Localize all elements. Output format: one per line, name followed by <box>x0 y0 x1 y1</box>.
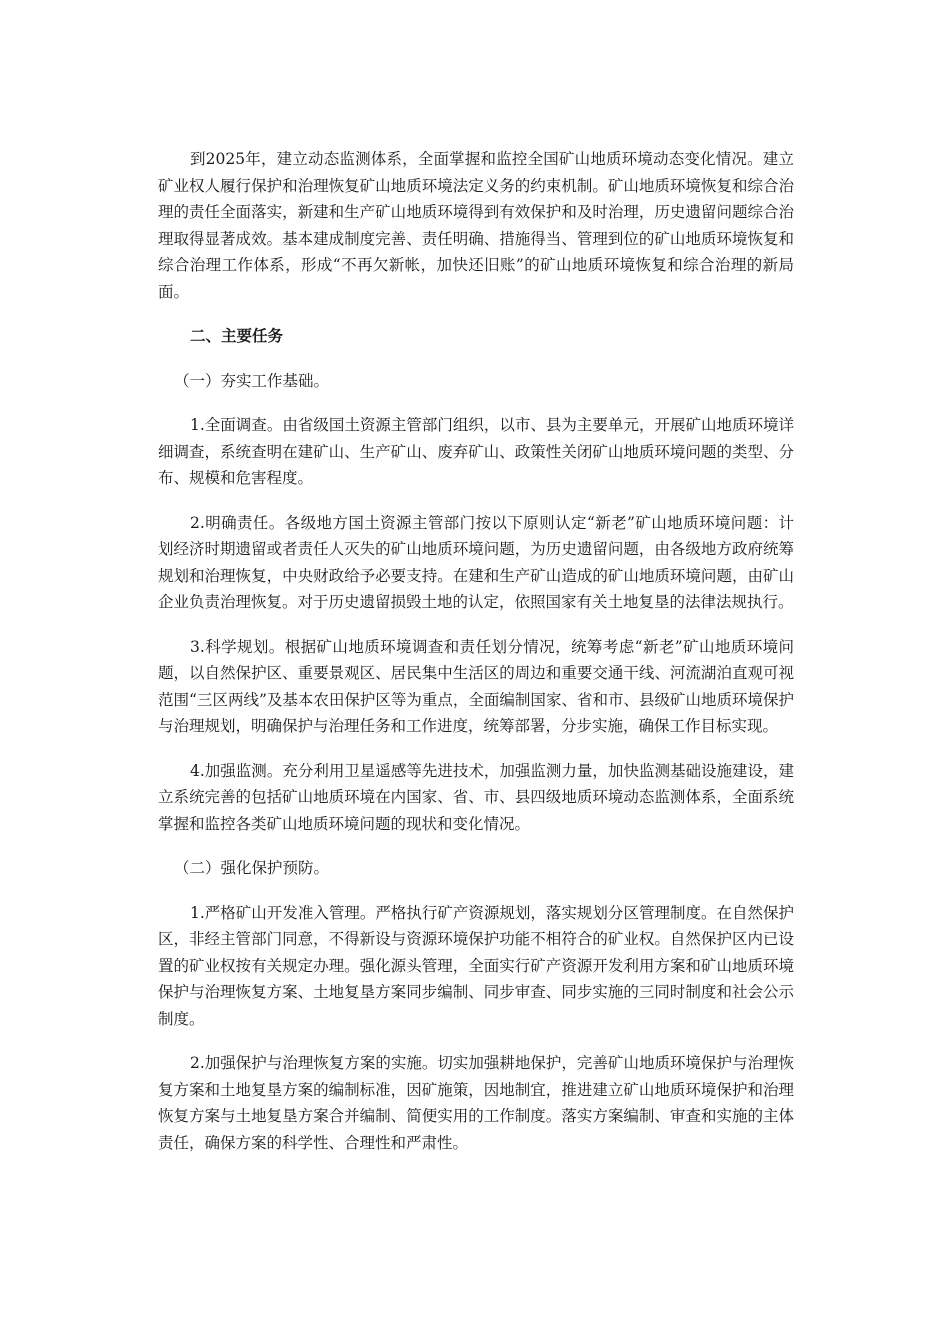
task-paragraph-1-1: 1.全面调查。由省级国土资源主管部门组织，以市、县为主要单元，开展矿山地质环境详细调查，系统查明在建矿山、生产矿山、废弃矿山、政策性关闭矿山地质环境问题的类型、分布、规模和危害程度。 <box>158 416 794 487</box>
section-heading: 二、主要任务 <box>190 327 284 345</box>
task-paragraph-2-2: 2.加强保护与治理恢复方案的实施。切实加强耕地保护，完善矿山地质环境保护与治理恢复方案和土地复垦方案的编制标准，因矿施策，因地制宜，推进建立矿山地质环境保护和治理恢复方案与土地复垦方案合并编制、简便实用的工作制度。落实方案编制、审查和实施的主体责任，确保方案的科学性、合理性和严肃性。 <box>158 1054 794 1152</box>
subsection-heading-1: （一）夯实工作基础。 <box>174 371 330 390</box>
task-paragraph-1-3: 3.科学规划。根据矿山地质环境调查和责任划分情况，统筹考虑“新老”矿山地质环境问题，以自然保护区、重要景观区、居民集中生活区的周边和重要交通干线、河流湖泊直观可视范围“三区两线”及基本农田保护区等为重点，全面编制国家、省和市、县级矿山地质环境保护与治理规划，明确保护与治理任务和工作进度，统筹部署，分步实施，确保工作目标实现。 <box>158 637 794 735</box>
document-body <box>158 146 794 1174</box>
task-paragraph-1-4: 4.加强监测。充分利用卫星遥感等先进技术，加强监测力量，加快监测基础设施建设，建立系统完善的包括矿山地质环境在内国家、省、市、县四级地质环境动态监测体系，全面系统掌握和监控各类矿山地质环境问题的现状和变化情况。 <box>158 761 794 833</box>
subsection-heading-2: （二）强化保护预防。 <box>174 859 330 877</box>
task-paragraph-1-2: 2.明确责任。各级地方国土资源主管部门按以下原则认定“新老”矿山地质环境问题：计划经济时期遗留或者责任人灭失的矿山地质环境问题，为历史遗留问题，由各级地方政府统筹规划和治理恢复，中央财政给予必要支持。在建和生产矿山造成的矿山地质环境问题，由矿山企业负责治理恢复。对于历史遗留损毁土地的认定，依照国家有关土地复垦的法律法规执行。 <box>158 513 794 611</box>
task-paragraph-2-1: 1.严格矿山开发准入管理。严格执行矿产资源规划，落实规划分区管理制度。在自然保护区，非经主管部门同意，不得新设与资源环境保护功能不相符合的矿业权。自然保护区内已设置的矿业权按有关规定办理。强化源头管理，全面实行矿产资源开发利用方案和矿山地质环境保护与治理恢复方案、土地复垦方案同步编制、同步审查、同步实施的三同时制度和社会公示制度。 <box>158 903 794 1028</box>
intro-paragraph: 到2025年，建立动态监测体系，全面掌握和监控全国矿山地质环境动态变化情况。建立矿业权人履行保护和治理恢复矿山地质环境法定义务的约束机制。矿山地质环境恢复和综合治理的责任全面落实，新建和生产矿山地质环境得到有效保护和及时治理，历史遗留问题综合治理取得显著成效。基本建成制度完善、责任明确、措施得当、管理到位的矿山地质环境恢复和综合治理工作体系，形成“不再欠新帐，加快还旧账”的矿山地质环境恢复和综合治理的新局面。 <box>158 150 794 301</box>
